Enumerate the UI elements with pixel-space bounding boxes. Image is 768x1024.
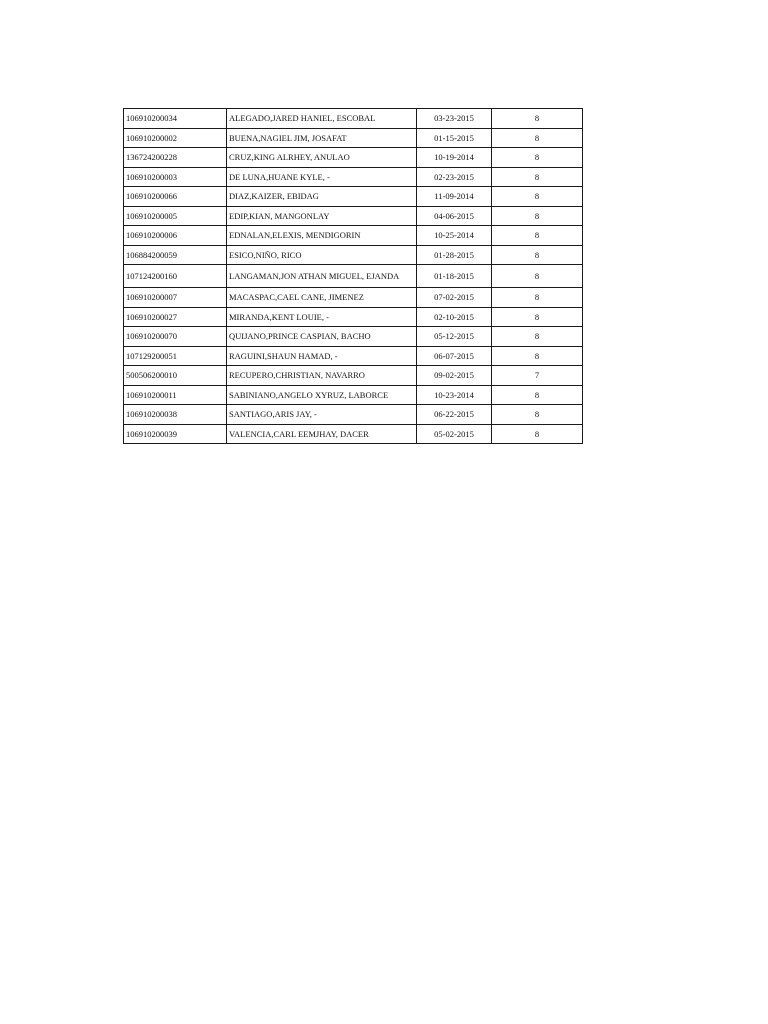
age-cell: 8	[492, 109, 583, 129]
age-cell: 8	[492, 327, 583, 347]
birthdate-cell: 01-18-2015	[417, 265, 492, 288]
birthdate-cell: 05-02-2015	[417, 424, 492, 444]
birthdate-cell: 09-02-2015	[417, 366, 492, 386]
name-cell: ESICO,NIÑO, RICO	[227, 245, 417, 265]
lrn-cell: 106910200006	[124, 226, 227, 246]
lrn-cell: 107124200160	[124, 265, 227, 288]
table-row	[124, 167, 583, 187]
name-cell: QUIJANO,PRINCE CASPIAN, BACHO	[227, 327, 417, 347]
age-cell: 8	[492, 405, 583, 425]
age-cell: 8	[492, 226, 583, 246]
lrn-cell: 106910200066	[124, 187, 227, 207]
birthdate-cell: 06-22-2015	[417, 405, 492, 425]
age-cell: 8	[492, 288, 583, 308]
table-row	[124, 424, 583, 444]
lrn-cell: 106910200038	[124, 405, 227, 425]
birthdate-cell: 04-06-2015	[417, 206, 492, 226]
lrn-cell: 106910200070	[124, 327, 227, 347]
name-cell: MIRANDA,KENT LOUIE, -	[227, 307, 417, 327]
age-cell: 8	[492, 307, 583, 327]
birthdate-cell: 11-09-2014	[417, 187, 492, 207]
table-row	[124, 109, 583, 129]
age-cell: 8	[492, 167, 583, 187]
lrn-cell: 106884200059	[124, 245, 227, 265]
birthdate-cell: 10-23-2014	[417, 385, 492, 405]
lrn-cell: 136724200228	[124, 148, 227, 168]
age-cell: 8	[492, 265, 583, 288]
table-row	[124, 148, 583, 168]
table-row	[124, 128, 583, 148]
name-cell: SABINIANO,ANGELO XYRUZ, LABORCE	[227, 385, 417, 405]
table-row	[124, 366, 583, 386]
name-cell: RECUPERO,CHRISTIAN, NAVARRO	[227, 366, 417, 386]
age-cell: 7	[492, 366, 583, 386]
age-cell: 8	[492, 206, 583, 226]
lrn-cell: 106910200034	[124, 109, 227, 129]
lrn-cell: 106910200003	[124, 167, 227, 187]
name-cell: DIAZ,KAIZER, EBIDAG	[227, 187, 417, 207]
table-row	[124, 206, 583, 226]
name-cell: EDNALAN,ELEXIS, MENDIGORIN	[227, 226, 417, 246]
lrn-cell: 107129200051	[124, 346, 227, 366]
birthdate-cell: 06-07-2015	[417, 346, 492, 366]
age-cell: 8	[492, 346, 583, 366]
table-row	[124, 265, 583, 288]
lrn-cell: 106910200011	[124, 385, 227, 405]
name-cell: SANTIAGO,ARIS JAY, -	[227, 405, 417, 425]
lrn-cell: 106910200027	[124, 307, 227, 327]
table-row	[124, 327, 583, 347]
name-cell: RAGUINI,SHAUN HAMAD, -	[227, 346, 417, 366]
name-cell: VALENCIA,CARL EEMJHAY, DACER	[227, 424, 417, 444]
name-cell: BUENA,NAGIEL JIM, JOSAFAT	[227, 128, 417, 148]
age-cell: 8	[492, 385, 583, 405]
birthdate-cell: 10-19-2014	[417, 148, 492, 168]
table-row	[124, 346, 583, 366]
birthdate-cell: 01-15-2015	[417, 128, 492, 148]
table-row	[124, 226, 583, 246]
table-row	[124, 405, 583, 425]
name-cell: ALEGADO,JARED HANIEL, ESCOBAL	[227, 109, 417, 129]
table-row	[124, 307, 583, 327]
name-cell: CRUZ,KING ALRHEY, ANULAO	[227, 148, 417, 168]
name-cell: LANGAMAN,JON ATHAN MIGUEL, EJANDA	[227, 265, 417, 288]
lrn-cell: 500506200010	[124, 366, 227, 386]
age-cell: 8	[492, 148, 583, 168]
birthdate-cell: 02-10-2015	[417, 307, 492, 327]
name-cell: EDIP,KIAN, MANGONLAY	[227, 206, 417, 226]
birthdate-cell: 01-28-2015	[417, 245, 492, 265]
lrn-cell: 106910200007	[124, 288, 227, 308]
birthdate-cell: 10-25-2014	[417, 226, 492, 246]
lrn-cell: 106910200002	[124, 128, 227, 148]
birthdate-cell: 03-23-2015	[417, 109, 492, 129]
birthdate-cell: 07-02-2015	[417, 288, 492, 308]
lrn-cell: 106910200039	[124, 424, 227, 444]
birthdate-cell: 02-23-2015	[417, 167, 492, 187]
lrn-cell: 106910200005	[124, 206, 227, 226]
age-cell: 8	[492, 128, 583, 148]
student-roster-table	[123, 108, 583, 444]
name-cell: MACASPAC,CAEL CANE, JIMENEZ	[227, 288, 417, 308]
name-cell: DE LUNA,HUANE KYLE, -	[227, 167, 417, 187]
age-cell: 8	[492, 187, 583, 207]
table-row	[124, 288, 583, 308]
birthdate-cell: 05-12-2015	[417, 327, 492, 347]
table-row	[124, 245, 583, 265]
table-row	[124, 187, 583, 207]
table-row	[124, 385, 583, 405]
age-cell: 8	[492, 245, 583, 265]
age-cell: 8	[492, 424, 583, 444]
